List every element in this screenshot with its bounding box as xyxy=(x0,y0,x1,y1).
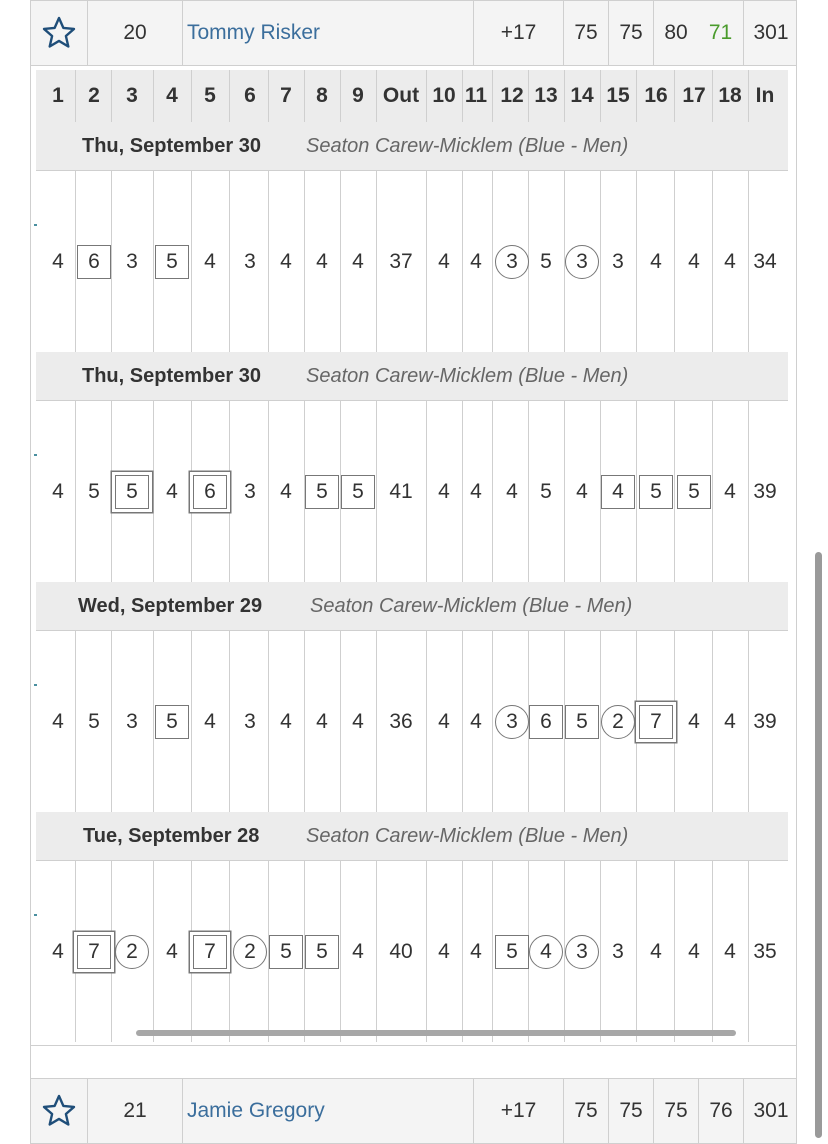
hole-header-8: 8 xyxy=(316,84,328,107)
hole-score: 4 xyxy=(52,940,64,963)
hole-score: 5 xyxy=(495,935,529,969)
hole-score: 4 xyxy=(724,710,736,733)
hole-score: 5 xyxy=(155,705,189,739)
hole-score: 4 xyxy=(438,940,450,963)
hole-score: 3 xyxy=(612,940,624,963)
hole-header-16: 16 xyxy=(644,84,668,107)
hole-score: 4 xyxy=(166,940,178,963)
player-position: 20 xyxy=(87,1,182,65)
hole-score: 7 xyxy=(77,935,111,969)
horizontal-scrollbar[interactable] xyxy=(136,1030,736,1036)
hole-score: 4 xyxy=(352,710,364,733)
hole-header-17: 17 xyxy=(682,84,706,107)
hole-score: 3 xyxy=(495,705,529,739)
hole-score: 5 xyxy=(540,250,552,273)
vertical-scrollbar[interactable] xyxy=(815,552,822,1138)
hole-header-4: 4 xyxy=(166,84,178,107)
favorite-button[interactable] xyxy=(31,1,87,65)
out-total: 37 xyxy=(389,250,413,273)
hole-score: 5 xyxy=(639,475,673,509)
hole-score: 3 xyxy=(565,935,599,969)
hole-header-3: 3 xyxy=(126,84,138,107)
hole-score: 4 xyxy=(280,250,292,273)
hole-header-9: 9 xyxy=(352,84,364,107)
score-row xyxy=(36,862,788,1042)
hole-score: 3 xyxy=(565,245,599,279)
in-total: 34 xyxy=(753,250,777,273)
round-2-score: 75 xyxy=(608,1,653,65)
hole-score: 4 xyxy=(438,710,450,733)
hole-score: 4 xyxy=(352,940,364,963)
score-row xyxy=(36,172,788,352)
hole-score: 4 xyxy=(688,940,700,963)
hole-score: 4 xyxy=(52,480,64,503)
player-name-link[interactable]: Tommy Risker xyxy=(182,1,473,65)
hole-score: 4 xyxy=(650,940,662,963)
hole-header-out: Out xyxy=(382,84,420,107)
scorecard-right-border xyxy=(796,66,797,1078)
hole-header-10: 10 xyxy=(432,84,456,107)
hole-score: 5 xyxy=(269,935,303,969)
round-header xyxy=(36,812,788,860)
to-par: +17 xyxy=(473,1,563,65)
hole-header-1: 1 xyxy=(52,84,64,107)
row-marker xyxy=(34,454,37,456)
hole-score: 4 xyxy=(506,480,518,503)
round-1-score: 75 xyxy=(563,1079,608,1143)
round-divider xyxy=(36,860,788,861)
player-name-link[interactable]: Jamie Gregory xyxy=(182,1079,473,1143)
round-4-score: 76 xyxy=(698,1079,743,1143)
round-header xyxy=(36,352,788,400)
player-row[interactable] xyxy=(30,0,797,66)
hole-score: 3 xyxy=(495,245,529,279)
hole-header-12: 12 xyxy=(500,84,524,107)
round-date: Thu, September 30 xyxy=(82,134,261,157)
scorecard-bottom-border xyxy=(30,1045,797,1046)
hole-score: 4 xyxy=(280,480,292,503)
hole-header-5: 5 xyxy=(204,84,216,107)
hole-score: 6 xyxy=(193,475,227,509)
hole-score: 4 xyxy=(724,480,736,503)
out-total: 36 xyxy=(389,710,413,733)
hole-score: 3 xyxy=(244,250,256,273)
hole-score: 4 xyxy=(601,475,635,509)
hole-score: 4 xyxy=(438,250,450,273)
hole-score: 4 xyxy=(316,710,328,733)
round-course: Seaton Carew-Micklem (Blue - Men) xyxy=(306,364,629,387)
round-1-score: 75 xyxy=(563,1,608,65)
hole-header-15: 15 xyxy=(606,84,630,107)
round-course: Seaton Carew-Micklem (Blue - Men) xyxy=(306,824,629,847)
hole-score: 5 xyxy=(677,475,711,509)
round-date: Tue, September 28 xyxy=(83,824,260,847)
hole-header-13: 13 xyxy=(534,84,558,107)
hole-score: 5 xyxy=(88,480,100,503)
round-3-score: 80 xyxy=(653,1,698,65)
hole-score: 2 xyxy=(601,705,635,739)
hole-header-18: 18 xyxy=(718,84,742,107)
hole-score: 5 xyxy=(305,935,339,969)
score-row xyxy=(36,402,788,582)
hole-score: 4 xyxy=(724,250,736,273)
to-par: +17 xyxy=(473,1079,563,1143)
hole-score: 4 xyxy=(688,710,700,733)
out-total: 40 xyxy=(389,940,413,963)
total-score: 301 xyxy=(743,1079,798,1143)
scorecard-left-border xyxy=(30,66,31,1078)
hole-score: 4 xyxy=(204,250,216,273)
hole-score: 4 xyxy=(470,250,482,273)
hole-score: 2 xyxy=(115,935,149,969)
round-3-score: 75 xyxy=(653,1079,698,1143)
player-position: 21 xyxy=(87,1079,182,1143)
hole-header-7: 7 xyxy=(280,84,292,107)
round-header xyxy=(36,122,788,170)
total-score: 301 xyxy=(743,1,798,65)
hole-score: 4 xyxy=(280,710,292,733)
round-course: Seaton Carew-Micklem (Blue - Men) xyxy=(310,594,633,617)
row-marker xyxy=(34,914,37,916)
out-total: 41 xyxy=(389,480,413,503)
row-marker xyxy=(34,684,37,686)
round-header xyxy=(36,582,788,630)
round-2-score: 75 xyxy=(608,1079,653,1143)
hole-score: 4 xyxy=(688,250,700,273)
hole-score: 5 xyxy=(115,475,149,509)
player-row[interactable] xyxy=(30,1078,797,1144)
round-4-score: 71 xyxy=(708,21,733,44)
in-total: 39 xyxy=(753,710,777,733)
hole-header-6: 6 xyxy=(244,84,256,107)
star-outline-icon xyxy=(41,15,77,51)
hole-score: 7 xyxy=(639,705,673,739)
round-divider xyxy=(36,400,788,401)
scorecard-panel[interactable] xyxy=(36,70,788,1042)
hole-score: 4 xyxy=(529,935,563,969)
in-total: 39 xyxy=(753,480,777,503)
hole-score: 5 xyxy=(540,480,552,503)
hole-score: 4 xyxy=(204,710,216,733)
round-course: Seaton Carew-Micklem (Blue - Men) xyxy=(306,134,629,157)
hole-score: 4 xyxy=(438,480,450,503)
hole-score: 7 xyxy=(193,935,227,969)
hole-score: 5 xyxy=(88,710,100,733)
round-date: Wed, September 29 xyxy=(78,594,263,617)
in-total: 35 xyxy=(753,940,777,963)
hole-score: 4 xyxy=(724,940,736,963)
hole-score: 4 xyxy=(470,940,482,963)
hole-score: 3 xyxy=(612,250,624,273)
hole-score: 6 xyxy=(77,245,111,279)
hole-score: 4 xyxy=(166,480,178,503)
score-row xyxy=(36,632,788,812)
hole-header-11: 11 xyxy=(464,84,488,107)
hole-score: 4 xyxy=(352,250,364,273)
hole-score: 3 xyxy=(126,250,138,273)
hole-score: 4 xyxy=(470,710,482,733)
hole-score: 2 xyxy=(233,935,267,969)
hole-score: 5 xyxy=(305,475,339,509)
hole-score: 3 xyxy=(244,480,256,503)
hole-score: 4 xyxy=(650,250,662,273)
hole-score: 5 xyxy=(565,705,599,739)
hole-score: 3 xyxy=(126,710,138,733)
hole-score: 4 xyxy=(316,250,328,273)
favorite-button[interactable] xyxy=(31,1079,87,1143)
hole-score: 6 xyxy=(529,705,563,739)
hole-score: 5 xyxy=(155,245,189,279)
hole-score: 4 xyxy=(470,480,482,503)
hole-score: 5 xyxy=(341,475,375,509)
hole-header-2: 2 xyxy=(88,84,100,107)
hole-score: 4 xyxy=(52,250,64,273)
row-marker xyxy=(34,224,37,226)
hole-header-14: 14 xyxy=(570,84,594,107)
round-date: Thu, September 30 xyxy=(82,364,261,387)
hole-score: 3 xyxy=(244,710,256,733)
round-divider xyxy=(36,630,788,631)
round-divider xyxy=(36,170,788,171)
star-outline-icon xyxy=(41,1093,77,1129)
hole-score: 4 xyxy=(576,480,588,503)
hole-header-in: In xyxy=(755,84,775,107)
hole-score: 4 xyxy=(52,710,64,733)
